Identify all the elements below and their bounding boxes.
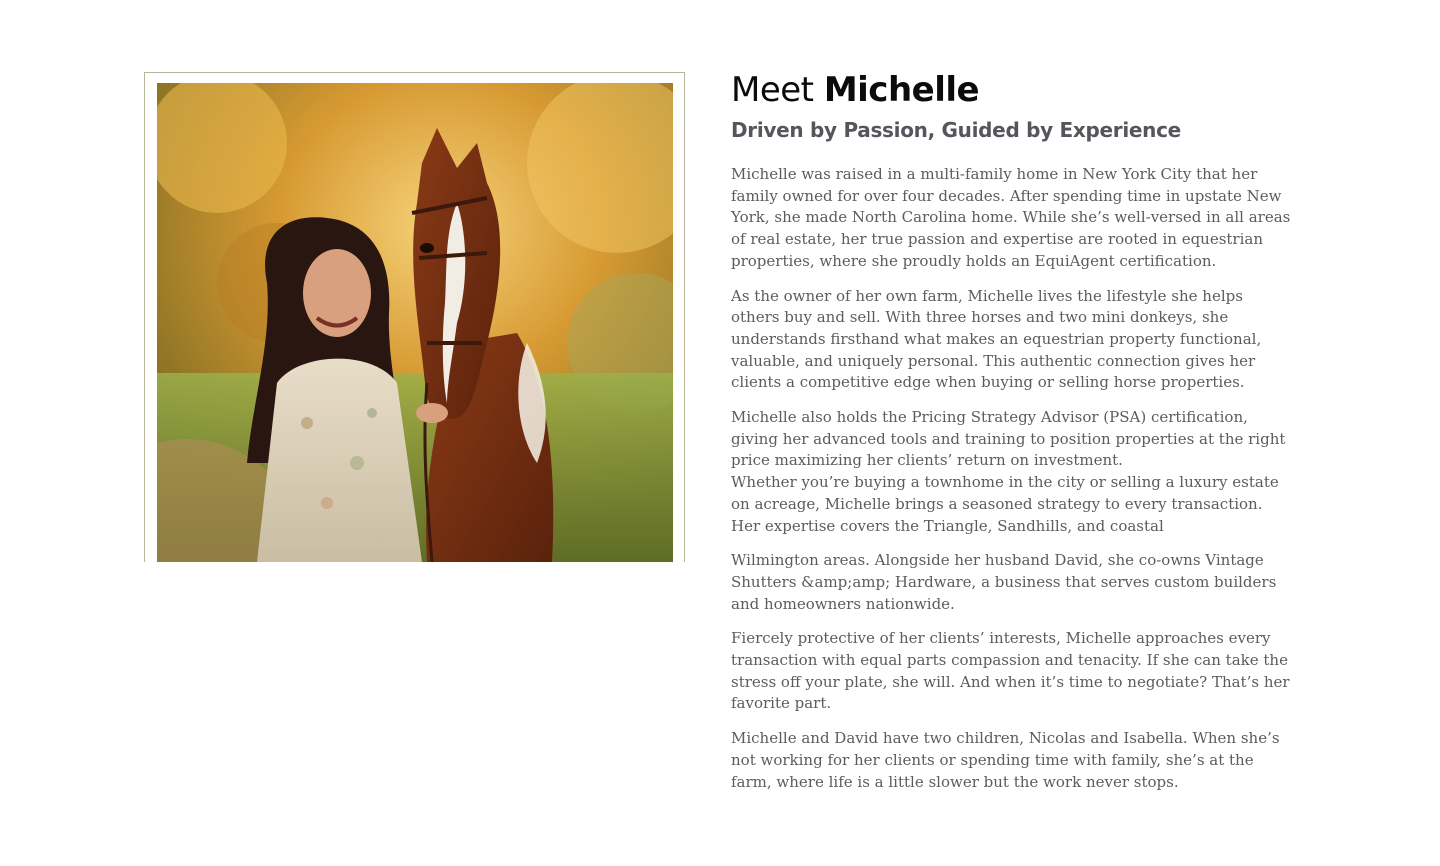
about-content	[731, 70, 1296, 806]
bio-paragraph: Wilmington areas. Alongside her husband David, she co-owns Vintage Shutters &amp;amp; Hardware, a business that serves custom builders and homeowners nationwide.	[731, 551, 1277, 613]
title-name: Michelle	[823, 70, 980, 110]
bio-paragraph: Michelle also holds the Pricing Strategy Advisor (PSA) certification, giving her advanced tools and training to position properties at the right price maximizing her clients’ return on investment.	[731, 408, 1286, 470]
bio-text	[731, 164, 1296, 793]
page-title	[731, 70, 1296, 110]
page-subtitle: Driven by Passion, Guided by Experience	[731, 118, 1181, 142]
bio-paragraph: Fiercely protective of her clients’ interests, Michelle approaches every transaction with equal parts compassion and tenacity. If she can take the stress off your plate, she will. And when it’s time to negotiate? That’s her favorite part.	[731, 629, 1290, 713]
title-prefix: Meet	[731, 70, 824, 110]
profile-photo	[157, 83, 673, 562]
bio-paragraph: As the owner of her own farm, Michelle lives the lifestyle she helps others buy and sell. With three horses and two mini donkeys, she understands firsthand what makes an equestrian property functional, valuable, and uniquely personal. This authentic connection gives her clients a competitive edge when buying or selling horse properties.	[731, 286, 1262, 392]
bio-paragraph: Whether you’re buying a townhome in the city or selling a luxury estate on acreage, Michelle brings a seasoned strategy to every transaction. Her expertise covers the Triangle, Sandhills, and coastal	[731, 473, 1279, 535]
bio-paragraph: Michelle was raised in a multi-family home in New York City that her family owned for over four decades. After spending time in upstate New York, she made North Carolina home. While she’s well-versed in all areas of real estate, her true passion and expertise are rooted in equestrian properties, where she proudly holds an EquiAgent certification.	[731, 165, 1291, 270]
bio-paragraph: Michelle and David have two children, Nicolas and Isabella. When she’s not working for her clients or spending time with family, she’s at the farm, where life is a little slower but the work never stops.	[731, 729, 1280, 791]
horse-portrait-image	[157, 83, 673, 562]
